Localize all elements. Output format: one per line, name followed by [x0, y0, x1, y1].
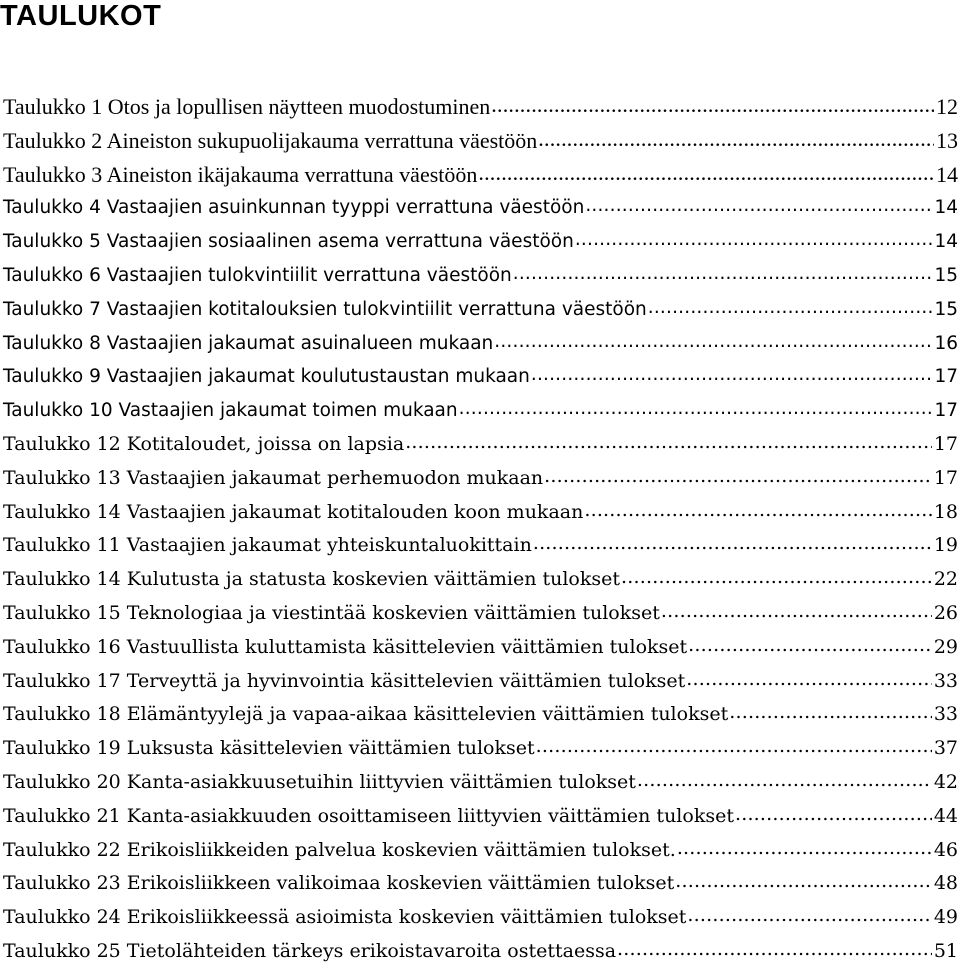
toc-entry-page: 49	[933, 906, 958, 929]
toc-entry-label: Taulukko 6 Vastaajien tulokvintiilit verrattuna väestöön	[3, 264, 512, 286]
toc-entry-page: 17	[933, 432, 958, 455]
table-of-contents	[3, 90, 958, 969]
toc-entry[interactable]	[3, 529, 958, 563]
toc-dot-leader	[584, 494, 931, 528]
toc-entry-label: Taulukko 5 Vastaajien sosiaalinen asema verrattuna väestöön	[3, 231, 574, 253]
toc-entry-label: Taulukko 4 Vastaajien asuinkunnan tyyppi verrattuna väestöön	[3, 197, 585, 219]
toc-entry[interactable]	[3, 394, 958, 428]
toc-dot-leader	[637, 764, 932, 798]
toc-dot-leader	[661, 595, 932, 629]
toc-entry-label: Taulukko 12 Kotitaloudet, joissa on lapsia	[3, 432, 405, 455]
toc-entry-page: 46	[933, 838, 958, 861]
toc-entry[interactable]	[3, 766, 958, 800]
toc-entry-page: 17	[934, 400, 958, 422]
toc-entry-label: Taulukko 22 Erikoisliikkeiden palvelua koskevien väittämien tulokset.	[3, 838, 676, 861]
toc-entry-label: Taulukko 17 Terveyttä ja hyvinvointia käsittelevien väittämien tulokset	[3, 669, 686, 692]
toc-dot-leader	[688, 629, 932, 663]
toc-entry-page: 17	[933, 466, 958, 489]
toc-dot-leader	[729, 696, 932, 730]
toc-entry-label: Taulukko 11 Vastaajien jakaumat yhteiskuntaluokittain	[3, 534, 532, 557]
toc-entry-label: Taulukko 18 Elämäntyylejä ja vapaa-aikaa käsittelevien väittämien tulokset	[3, 703, 729, 726]
toc-entry-page: 18	[933, 500, 958, 523]
toc-dot-leader	[533, 527, 932, 561]
toc-entry-label: Taulukko 8 Vastaajien jakaumat asuinalueen mukaan	[3, 332, 494, 354]
toc-dot-leader	[513, 257, 933, 291]
toc-entry-label: Taulukko 19 Luksusta käsittelevien väittämien tulokset	[3, 737, 535, 760]
toc-dot-leader	[585, 189, 932, 223]
toc-dot-leader	[538, 122, 934, 156]
toc-entry[interactable]	[3, 732, 958, 766]
toc-entry[interactable]	[3, 665, 958, 699]
toc-entry-page: 51	[933, 939, 958, 962]
toc-dot-leader	[405, 426, 932, 460]
toc-entry-page: 42	[933, 770, 958, 793]
toc-entry-label: Taulukko 13 Vastaajien jakaumat perhemuodon mukaan	[3, 466, 544, 489]
toc-entry[interactable]	[3, 225, 958, 259]
toc-entry[interactable]	[3, 563, 958, 597]
toc-entry[interactable]	[3, 158, 958, 192]
toc-entry[interactable]	[3, 867, 958, 901]
toc-entry[interactable]	[3, 462, 958, 496]
toc-entry[interactable]	[3, 360, 958, 394]
toc-dot-leader	[648, 291, 933, 325]
toc-entry-page: 29	[933, 635, 958, 658]
toc-dot-leader	[675, 865, 932, 899]
toc-entry-page: 22	[933, 568, 958, 591]
toc-entry[interactable]	[3, 698, 958, 732]
toc-entry-label: Taulukko 16 Vastuullista kuluttamista käsittelevien väittämien tulokset	[3, 635, 688, 658]
toc-dot-leader	[621, 561, 932, 595]
toc-entry[interactable]	[3, 901, 958, 935]
toc-entry[interactable]	[3, 327, 958, 361]
toc-entry-page: 12	[936, 94, 958, 119]
toc-entry[interactable]	[3, 496, 958, 530]
toc-entry[interactable]	[3, 834, 958, 868]
toc-dot-leader	[478, 156, 934, 190]
toc-dot-leader	[677, 832, 932, 866]
toc-entry-page: 14	[934, 231, 958, 253]
toc-entry[interactable]	[3, 800, 958, 834]
toc-dot-leader	[544, 460, 932, 494]
toc-dot-leader	[491, 88, 934, 122]
toc-entry-label: Taulukko 1 Otos ja lopullisen näytteen muodostuminen	[3, 94, 491, 119]
toc-entry-label: Taulukko 3 Aineiston ikäjakauma verrattuna väestöön	[3, 161, 478, 187]
toc-entry-label: Taulukko 21 Kanta-asiakkuuden osoittamiseen liittyvien väittämien tulokset	[3, 804, 734, 827]
toc-entry-page: 33	[933, 703, 958, 726]
toc-entry[interactable]	[3, 191, 958, 225]
toc-entry[interactable]	[3, 124, 958, 158]
toc-entry-label: Taulukko 2 Aineiston sukupuolijakauma verrattuna väestöön	[3, 127, 538, 153]
toc-entry-page: 48	[933, 872, 958, 895]
toc-dot-leader	[617, 933, 932, 967]
toc-entry[interactable]	[3, 597, 958, 631]
toc-entry-label: Taulukko 23 Erikoisliikkeen valikoimaa koskevien väittämien tulokset	[3, 872, 675, 895]
page-title: TAULUKOT	[0, 0, 162, 32]
toc-entry[interactable]	[3, 259, 958, 293]
toc-entry-label: Taulukko 15 Teknologiaa ja viestintää koskevien väittämien tulokset	[3, 601, 660, 624]
toc-entry-page: 15	[934, 264, 958, 286]
toc-dot-leader	[575, 223, 933, 257]
toc-entry-page: 26	[933, 601, 958, 624]
toc-entry-label: Taulukko 7 Vastaajien kotitalouksien tulokvintiilit verrattuna väestöön	[3, 298, 647, 320]
toc-entry-label: Taulukko 25 Tietolähteiden tärkeys erikoistavaroita ostettaessa	[3, 939, 617, 962]
toc-entry-label: Taulukko 14 Vastaajien jakaumat kotitalouden koon mukaan	[3, 500, 584, 523]
toc-entry-page: 16	[934, 332, 958, 354]
toc-entry-label: Taulukko 9 Vastaajien jakaumat koulutustaustan mukaan	[3, 366, 530, 388]
toc-entry-label: Taulukko 14 Kulutusta ja statusta koskevien väittämien tulokset	[3, 568, 621, 591]
toc-dot-leader	[536, 730, 932, 764]
toc-entry-label: Taulukko 10 Vastaajien jakaumat toimen mukaan	[3, 400, 458, 422]
toc-entry-page: 15	[934, 298, 958, 320]
toc-entry-label: Taulukko 24 Erikoisliikkeessä asioimista koskevien väittämien tulokset	[3, 906, 687, 929]
toc-dot-leader	[459, 392, 933, 426]
toc-entry-page: 19	[933, 534, 958, 557]
toc-entry[interactable]	[3, 90, 958, 124]
toc-entry-page: 44	[933, 804, 958, 827]
toc-dot-leader	[494, 325, 932, 359]
toc-dot-leader	[531, 358, 933, 392]
toc-dot-leader	[735, 798, 932, 832]
toc-entry-label: Taulukko 20 Kanta-asiakkuusetuihin liittyvien väittämien tulokset	[3, 770, 636, 793]
toc-entry-page: 14	[936, 161, 958, 187]
toc-dot-leader	[687, 899, 931, 933]
toc-entry[interactable]	[3, 293, 958, 327]
toc-entry-page: 17	[934, 366, 958, 388]
toc-dot-leader	[686, 663, 932, 697]
toc-entry-page: 13	[936, 127, 958, 153]
toc-entry-page: 14	[934, 197, 958, 219]
toc-entry-page: 33	[933, 669, 958, 692]
toc-entry[interactable]	[3, 428, 958, 462]
toc-entry-page: 37	[933, 737, 958, 760]
toc-entry[interactable]	[3, 631, 958, 665]
